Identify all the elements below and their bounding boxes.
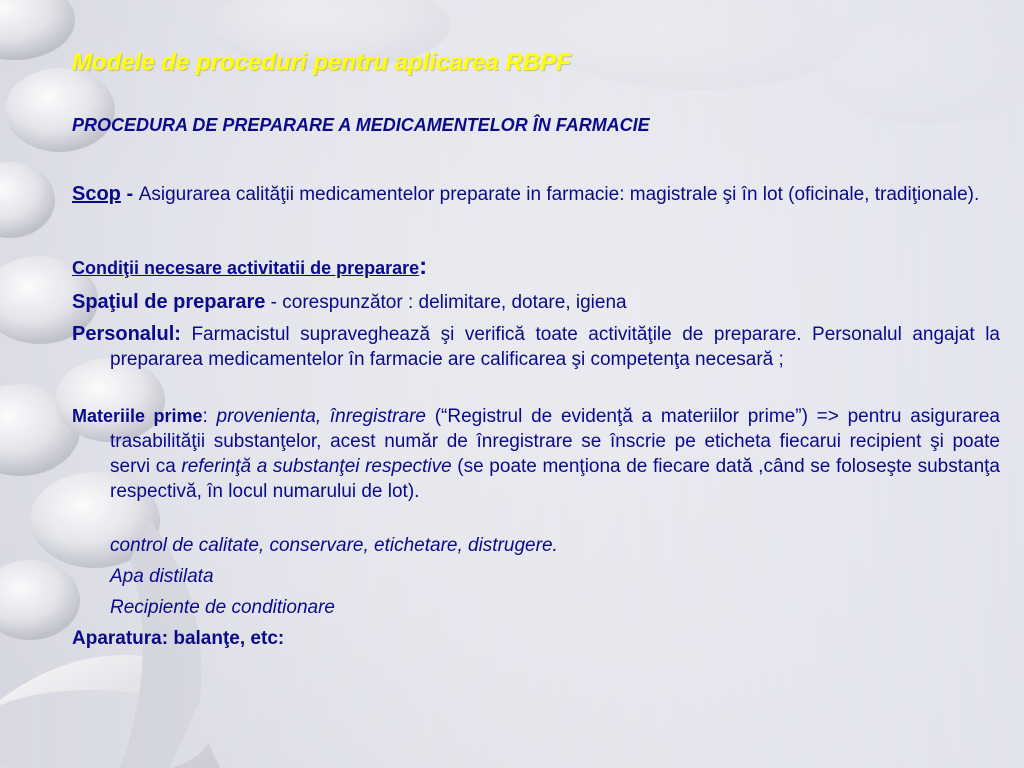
personnel-text: Farmacistul supraveghează şi verifică toate activităţile de preparare. Personalul angajat la prepararea medicamentelor în farmacie are calificarea şi competenţa necesară ; [110, 324, 1000, 370]
raw-materials-text-1: (“Registrul de evidenţă a materiilor prime”) => pentru asigurarea trasabilităţii substanţelor, acest număr de înregistrare se înscrie pe eticheta fiecarui recipient şi poate servi ca [110, 406, 1000, 477]
space-paragraph [72, 289, 962, 316]
scope-paragraph [72, 181, 1000, 208]
raw-materials-paragraph [72, 404, 1000, 504]
slide-title: Modele de proceduri pentru aplicarea RBPF [72, 49, 571, 76]
list-item: control de calitate, conservare, etichetare, distrugere. [110, 535, 558, 556]
list-item: Apa distilata [110, 566, 214, 587]
raw-materials-italic-2: referinţă a substanţei respective [181, 456, 452, 477]
scope-text: Asigurarea calităţii medicamentelor preparate in farmacie: magistrale şi în lot (oficinale, tradiţionale). [138, 184, 980, 205]
space-label: Spaţiul de preparare [72, 291, 266, 313]
raw-materials-text-2: (se poate menţiona de fiecare dată ,când se foloseşte substanţa respectivă, în locul numarului de lot). [110, 456, 1000, 502]
conditions-colon: : [419, 253, 428, 280]
space-text: - corespunzător : delimitare, dotare, igiena [265, 292, 627, 313]
scope-label: Scop [72, 183, 121, 205]
conditions-label: Condiţii necesare activitatii de preparare [72, 258, 420, 278]
raw-materials-label: Materiile prime [72, 406, 203, 426]
equipment-heading: Aparatura: balanţe, etc: [72, 628, 285, 649]
scope-dash: - [120, 183, 139, 205]
raw-materials-italic-1: provenienta, înregistrare [216, 406, 426, 427]
personnel-label: Personalul: [72, 323, 181, 345]
raw-materials-colon: : [202, 406, 217, 427]
personnel-paragraph [72, 322, 1000, 372]
procedure-heading: PROCEDURA DE PREPARARE A MEDICAMENTELOR ÎN FARMACIE [72, 115, 650, 135]
conditions-heading [72, 254, 962, 282]
list-item: Recipiente de conditionare [110, 597, 335, 618]
